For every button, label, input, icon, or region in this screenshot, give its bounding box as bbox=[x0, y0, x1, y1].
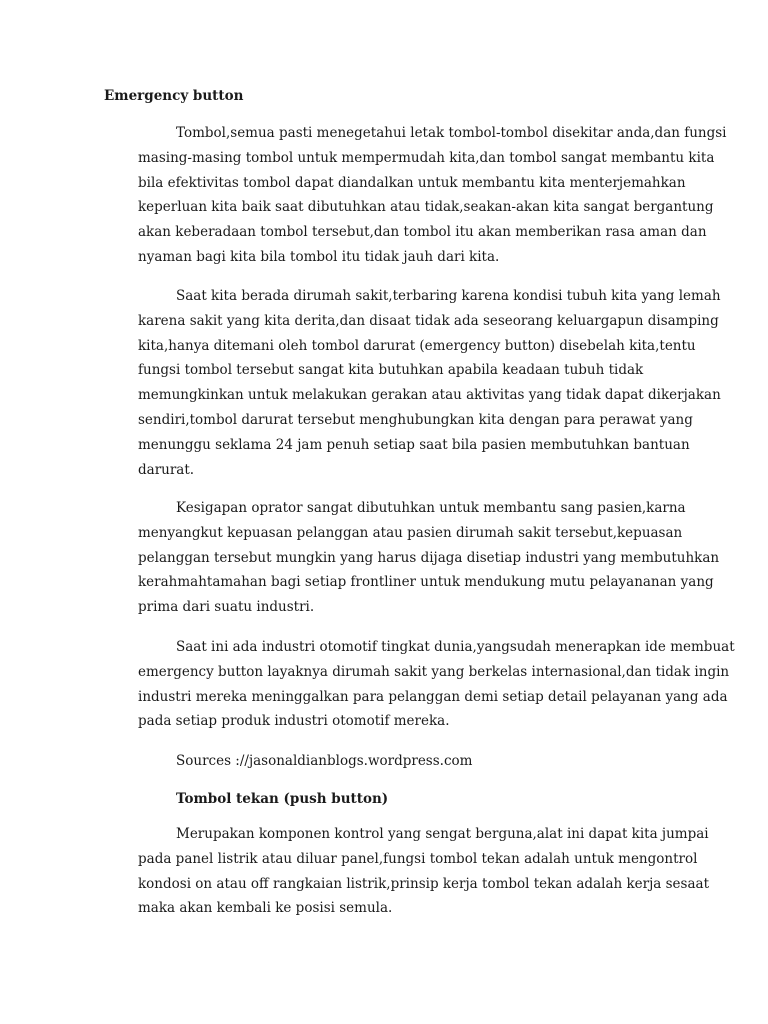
paragraph-line: pada panel listrik atau diluar panel,fungsi tombol tekan adalah untuk mengontrol bbox=[138, 850, 698, 867]
paragraph-line: karena sakit yang kita derita,dan disaat tidak ada seseorang keluargapun disamping bbox=[138, 312, 719, 329]
paragraph-line: Tombol,semua pasti menegetahui letak tombol-tombol disekitar anda,dan fungsi bbox=[176, 125, 727, 141]
paragraph-line: industri mereka meninggalkan para pelanggan demi setiap detail pelayanan yang ada bbox=[138, 688, 728, 705]
paragraph-5 bbox=[138, 822, 709, 921]
paragraph-line: sendiri,tombol darurat tersebut menghubungkan kita dengan para perawat yang bbox=[138, 411, 693, 428]
paragraph-4 bbox=[138, 635, 735, 734]
paragraph-line: darurat. bbox=[138, 461, 195, 478]
paragraph-line: Merupakan komponen kontrol yang sengat berguna,alat ini dapat kita jumpai bbox=[176, 826, 709, 842]
paragraph-line: kerahmahtamahan bagi setiap frontliner untuk mendukung mutu pelayananan yang bbox=[138, 574, 714, 591]
paragraph-line: akan keberadaan tombol tersebut,dan tombol itu akan memberikan rasa aman dan bbox=[138, 224, 707, 241]
subheading: Tombol tekan (push button) bbox=[176, 791, 389, 807]
paragraph-line: pelanggan tersebut mungkin yang harus dijaga disetiap industri yang membutuhkan bbox=[138, 549, 720, 566]
document-heading: Emergency button bbox=[104, 88, 244, 104]
paragraph-line: bila efektivitas tombol dapat diandalkan untuk membantu kita menterjemahkan bbox=[138, 174, 686, 191]
paragraph-line: maka akan kembali ke posisi semula. bbox=[138, 900, 393, 917]
sources-line: Sources ://jasonaldianblogs.wordpress.com bbox=[176, 753, 473, 769]
paragraph-line: memungkinkan untuk melakukan gerakan atau aktivitas yang tidak dapat dikerjakan bbox=[138, 387, 721, 404]
paragraph-line: Saat kita berada dirumah sakit,terbaring karena kondisi tubuh kita yang lemah bbox=[176, 288, 721, 304]
paragraph-line: keperluan kita baik saat dibutuhkan atau tidak,seakan-akan kita sangat bergantung bbox=[138, 199, 714, 216]
paragraph-line: Kesigapan oprator sangat dibutuhkan untuk membantu sang pasien,karna bbox=[176, 500, 686, 516]
paragraph-line: prima dari suatu industri. bbox=[138, 599, 315, 616]
paragraph-line: pada setiap produk industri otomotif mereka. bbox=[138, 713, 450, 730]
paragraph-line: fungsi tombol tersebut sangat kita butuhkan apabila keadaan tubuh tidak bbox=[138, 362, 644, 379]
paragraph-line: emergency button layaknya dirumah sakit yang berkelas internasional,dan tidak ingin bbox=[138, 663, 730, 680]
paragraph-line: menyangkut kepuasan pelanggan atau pasien dirumah sakit tersebut,kepuasan bbox=[138, 524, 683, 541]
paragraph-line: kondosi on atau off rangkaian listrik,prinsip kerja tombol tekan adalah kerja sesaat bbox=[138, 875, 709, 892]
paragraph-2 bbox=[138, 284, 721, 482]
paragraph-line: menunggu seklama 24 jam penuh setiap saat bila pasien membutuhkan bantuan bbox=[138, 436, 690, 453]
paragraph-line: Saat ini ada industri otomotif tingkat dunia,yangsudah menerapkan ide membuat bbox=[176, 639, 735, 655]
paragraph-1 bbox=[138, 121, 727, 270]
paragraph-line: nyaman bagi kita bila tombol itu tidak jauh dari kita. bbox=[138, 248, 500, 265]
paragraph-line: kita,hanya ditemani oleh tombol darurat (emergency button) disebelah kita,tentu bbox=[138, 337, 696, 354]
paragraph-3 bbox=[138, 496, 720, 620]
paragraph-line: masing-masing tombol untuk mempermudah kita,dan tombol sangat membantu kita bbox=[138, 149, 715, 166]
